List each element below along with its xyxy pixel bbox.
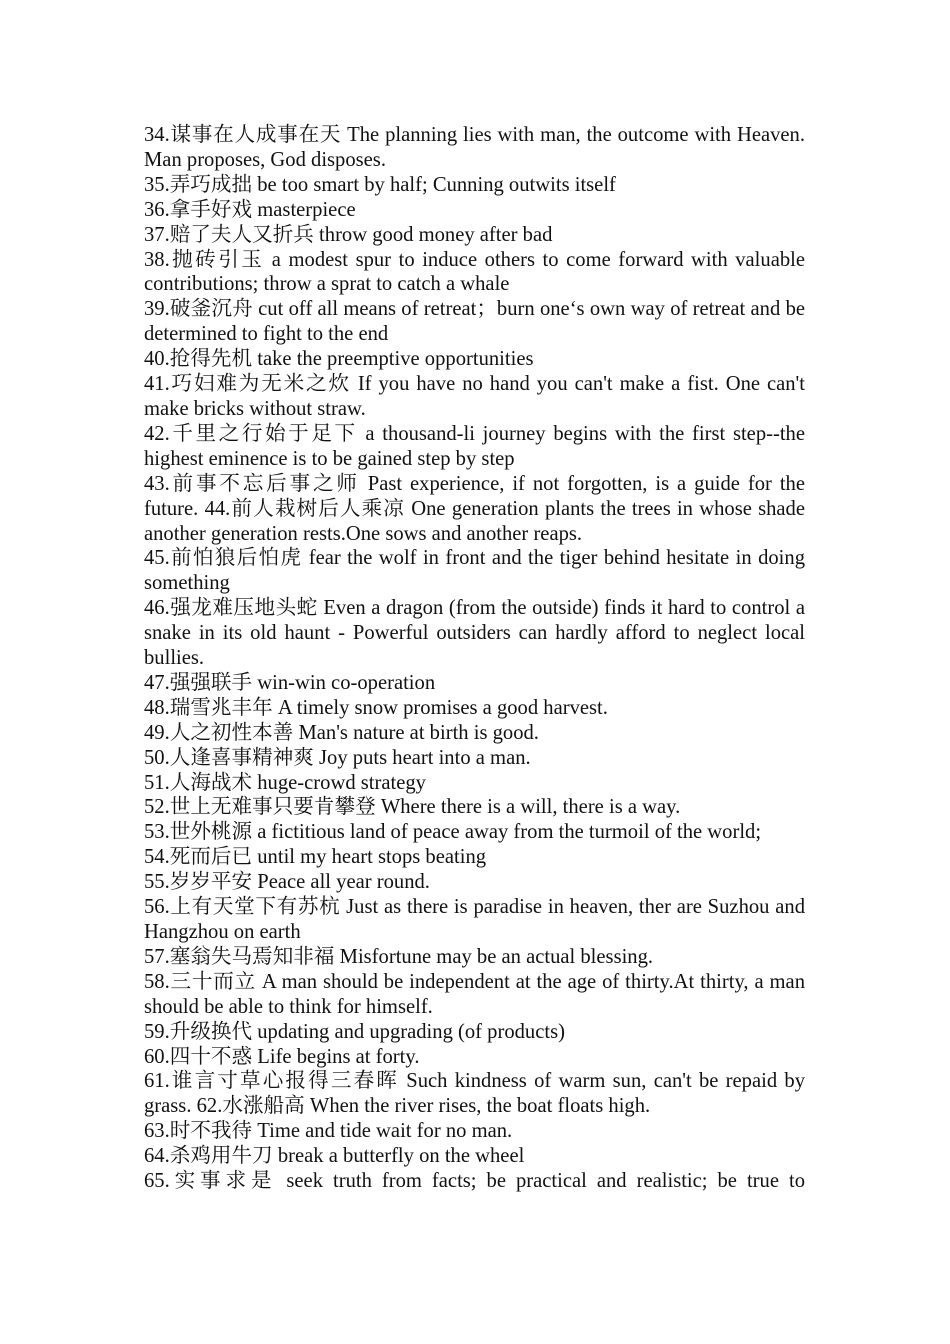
idiom-entry-63: 63.时不我待 Time and tide wait for no man. xyxy=(144,1120,513,1143)
idiom-entry-41: 41.巧妇难为无米之炊 If you have no hand you can't make a fist. One can't make bricks without straw. xyxy=(144,373,805,420)
idiom-list xyxy=(144,123,805,1194)
idiom-entry-56: 56.上有天堂下有苏杭 Just as there is paradise in heaven, ther are Suzhou and Hangzhou on earth xyxy=(144,896,805,943)
idiom-entry-58: 58.三十而立 A man should be independent at the age of thirty.At thirty, a man should be able to think for himself. xyxy=(144,970,805,1018)
idiom-entry-35: 35.弄巧成拙 be too smart by half; Cunning outwits itself xyxy=(144,173,616,196)
idiom-entry-38: 38.抛砖引玉 a modest spur to induce others to come forward with valuable contributions; throw a sprat to catch a whale xyxy=(144,248,805,296)
idiom-entry-50: 50.人逢喜事精神爽 Joy puts heart into a man. xyxy=(144,746,531,769)
idiom-entry-40: 40.抢得先机 take the preemptive opportunities xyxy=(144,348,534,371)
idiom-entry-47: 47.强强联手 win-win co-operation xyxy=(144,671,436,694)
idiom-entry-34: 34.谋事在人成事在天 The planning lies with man, the outcome with Heaven. Man proposes, God disposes. xyxy=(144,124,805,171)
idiom-entry-60: 60.四十不惑 Life begins at forty. xyxy=(144,1045,420,1068)
idiom-entry-53: 53.世外桃源 a fictitious land of peace away from the turmoil of the world; xyxy=(144,821,762,844)
idiom-entry-39: 39.破釜沉舟 cut off all means of retreat；burn one‘s own way of retreat and be determined to fight to the end xyxy=(144,298,805,346)
idiom-entry-46: 46.强龙难压地头蛇 Even a dragon (from the outside) finds it hard to control a snake in its old haunt - Powerful outsiders can hardly afford to neglect local bullies. xyxy=(144,597,805,670)
idiom-entry-54: 54.死而后已 until my heart stops beating xyxy=(144,846,487,869)
idiom-entry-37: 37.赔了夫人又折兵 throw good money after bad xyxy=(144,223,553,246)
idiom-entry-64: 64.杀鸡用牛刀 break a butterfly on the wheel xyxy=(144,1145,525,1168)
idiom-entry-61-62: 61.谁言寸草心报得三春晖 Such kindness of warm sun, can't be repaid by grass. 62.水涨船高 When the river rises, the boat floats high. xyxy=(144,1070,805,1118)
idiom-entry-59: 59.升级换代 updating and upgrading (of products) xyxy=(144,1020,565,1043)
idiom-entry-36: 36.拿手好戏 masterpiece xyxy=(144,198,356,221)
idiom-entry-49: 49.人之初性本善 Man's nature at birth is good. xyxy=(144,721,539,744)
idiom-entry-48: 48.瑞雪兆丰年 A timely snow promises a good harvest. xyxy=(144,696,608,719)
idiom-entry-45: 45.前怕狼后怕虎 fear the wolf in front and the tiger behind hesitate in doing something xyxy=(144,547,805,595)
idiom-entry-51: 51.人海战术 huge-crowd strategy xyxy=(144,771,426,794)
idiom-entry-65: 65.实事求是 seek truth from facts; be practical and realistic; be true to xyxy=(144,1170,805,1193)
idiom-entry-55: 55.岁岁平安 Peace all year round. xyxy=(144,871,430,894)
idiom-entry-43-44: 43.前事不忘后事之师 Past experience, if not forgotten, is a guide for the future. 44.前人栽树后人乘凉 One generation plants the trees in whose shade another generation rests.One sows and another reaps. xyxy=(144,472,805,545)
idiom-entry-52: 52.世上无难事只要肯攀登 Where there is a will, there is a way. xyxy=(144,796,681,819)
idiom-entry-42: 42.千里之行始于足下 a thousand-li journey begins with the first step--the highest eminence is to be gained step by step xyxy=(144,422,805,470)
idiom-entry-57: 57.塞翁失马焉知非福 Misfortune may be an actual blessing. xyxy=(144,945,654,968)
